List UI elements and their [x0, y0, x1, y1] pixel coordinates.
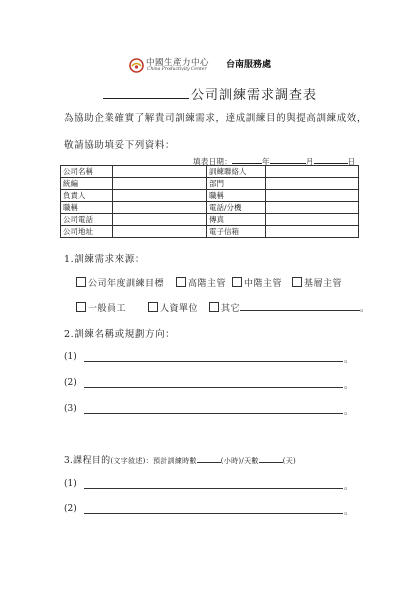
table-input-cell[interactable] — [113, 178, 207, 190]
table-label-cell: 職稱 — [61, 202, 113, 214]
year-label: 年 — [262, 157, 270, 166]
table-row — [61, 202, 359, 214]
direction-line-1[interactable]: (1) 。 — [64, 352, 354, 365]
purpose-field-1[interactable] — [84, 488, 343, 489]
company-name-blank[interactable] — [103, 87, 189, 99]
table-label-cell: 職稱 — [207, 190, 266, 202]
month-field[interactable] — [270, 155, 306, 164]
table-label-cell: 電話/分機 — [207, 202, 266, 214]
option-other[interactable]: 其它 。 — [209, 301, 370, 314]
table-label-cell: 傳真 — [207, 214, 266, 226]
direction-field-1[interactable] — [84, 361, 343, 362]
table-row — [61, 166, 359, 178]
table-input-cell[interactable] — [113, 214, 207, 226]
checkbox-icon[interactable] — [209, 302, 219, 312]
table-label-cell: 負責人 — [61, 190, 113, 202]
option-middle-manager[interactable]: 中階主管 — [232, 276, 282, 289]
direction-line-3[interactable]: (3) 。 — [64, 404, 354, 417]
direction-field-2[interactable] — [84, 387, 343, 388]
logo-english-name: China Productivity Center — [147, 67, 207, 72]
table-label-cell: 公司電話 — [61, 214, 113, 226]
option-general-staff[interactable]: 一般員工 — [76, 301, 126, 314]
checkbox-icon[interactable] — [76, 302, 86, 312]
table-input-cell[interactable] — [266, 166, 359, 178]
cpc-logo — [129, 56, 289, 78]
checkbox-icon[interactable] — [148, 302, 158, 312]
table-input-cell[interactable] — [266, 190, 359, 202]
cpc-logo-mark-icon — [129, 58, 144, 73]
table-row — [61, 178, 359, 190]
please-fill-text: 敬請協助填妥下列資料： — [64, 140, 176, 151]
table-label-cell: 公司地址 — [61, 226, 113, 238]
table-input-cell[interactable] — [113, 166, 207, 178]
logo-chinese-name: 中國生產力中心 — [146, 58, 210, 68]
table-input-cell[interactable] — [266, 178, 359, 190]
table-label-cell: 訓練聯絡人 — [207, 166, 266, 178]
month-label: 月 — [305, 157, 314, 166]
direction-line-2[interactable]: (2) 。 — [64, 378, 354, 391]
section3-heading: 3.課程目的(文字敘述)：預計訓練時數 (小時)/天數 (天) — [64, 456, 297, 466]
form-title — [0, 84, 420, 103]
table-input-cell[interactable] — [266, 226, 359, 238]
checkbox-icon[interactable] — [292, 277, 302, 287]
table-label-cell: 電子信箱 — [207, 226, 266, 238]
purpose-field-2[interactable] — [84, 513, 343, 514]
option-hr-unit[interactable]: 人資單位 — [148, 301, 198, 314]
option-annual-goal[interactable]: 公司年度訓練目標 — [76, 276, 164, 289]
table-row — [61, 226, 359, 238]
other-field[interactable] — [240, 302, 360, 311]
table-row — [61, 190, 359, 202]
year-field[interactable] — [232, 155, 262, 164]
table-label-cell: 統編 — [61, 178, 113, 190]
table-row — [61, 214, 359, 226]
section2-heading: 2.訓練名稱或規劃方向： — [64, 329, 176, 340]
table-label-cell: 公司名稱 — [61, 166, 113, 178]
purpose-line-2[interactable]: (2) 。 — [64, 504, 354, 517]
table-input-cell[interactable] — [113, 202, 207, 214]
logo-branch-name: 台南服務處 — [226, 60, 272, 70]
checkbox-icon[interactable] — [232, 277, 242, 287]
table-label-cell: 部門 — [207, 178, 266, 190]
checkbox-icon[interactable] — [76, 277, 86, 287]
checkbox-icon[interactable] — [176, 277, 186, 287]
company-info-table — [60, 165, 359, 238]
day-field[interactable] — [314, 155, 348, 164]
intro-text: 為協助企業確實了解貴司訓練需求，達成訓練目的與提高訓練成效， — [64, 113, 368, 124]
direction-field-3[interactable] — [84, 413, 343, 414]
option-first-line-manager[interactable]: 基層主管 — [292, 276, 342, 289]
table-input-cell[interactable] — [113, 226, 207, 238]
table-input-cell[interactable] — [113, 190, 207, 202]
training-hours-field[interactable] — [197, 454, 221, 463]
table-input-cell[interactable] — [266, 214, 359, 226]
section1-heading: 1.訓練需求來源： — [64, 254, 145, 265]
training-days-field[interactable] — [259, 454, 283, 463]
table-input-cell[interactable] — [266, 202, 359, 214]
form-title-text: 公司訓練需求調查表 — [190, 88, 317, 103]
day-label: 日 — [347, 157, 356, 166]
option-senior-manager[interactable]: 高階主管 — [176, 276, 226, 289]
purpose-line-1[interactable]: (1) 。 — [64, 479, 354, 492]
fill-date-label: 填表日期： — [193, 157, 232, 166]
